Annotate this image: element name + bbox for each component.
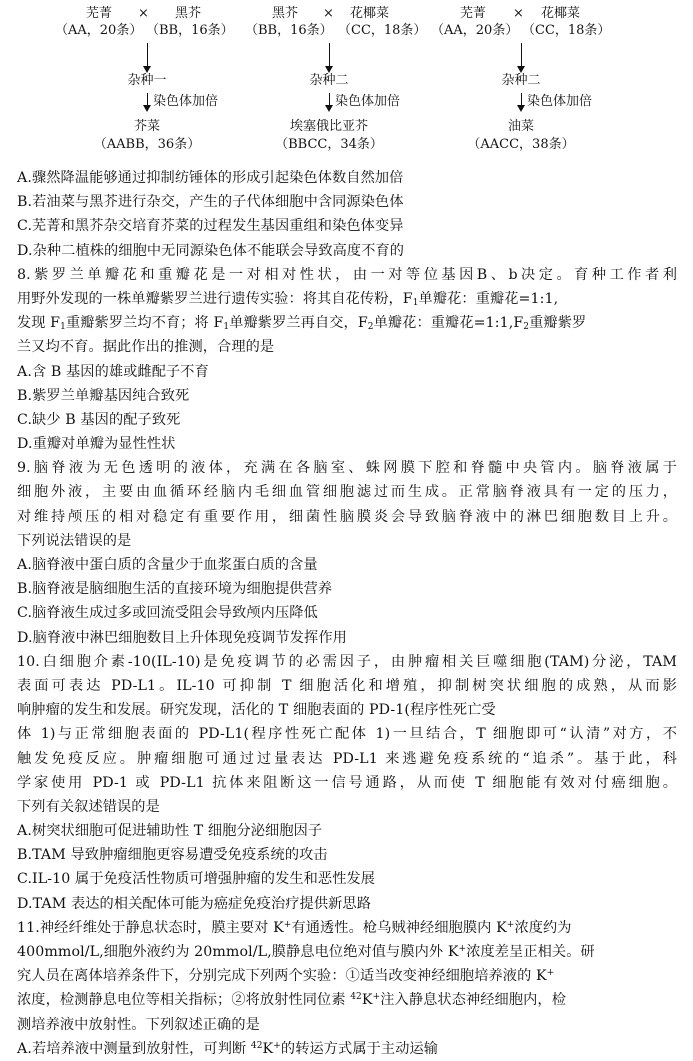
q10-stem-line-6: 学家使用 PD-1 或 PD-L1 抗体来阻断这一信号通路，从而使 T 细胞能有效对付癌细胞。 — [17, 774, 677, 791]
hybridization-diagram — [0, 0, 693, 160]
col2-arrow-doubling — [329, 93, 330, 106]
q8-option-c: C.缺少 B 基因的配子致死 — [17, 411, 181, 428]
q7-option-b: B.若油菜与黑芥进行杂交，产生的子代体细胞中含同源染色体 — [17, 194, 404, 211]
q9-stem-line-4: 下列说法错误的是 — [17, 532, 132, 549]
col1-hybrid: 杂种一 — [127, 73, 167, 88]
col2-arrow-cross — [329, 43, 330, 67]
q11-stem-line-2: 400mmol/L,细胞外液约为 20mmol/L,膜静息电位绝对值与膜内外 K+浓度差呈正相关。研 — [17, 944, 595, 960]
col1-arrow-cross — [147, 43, 148, 67]
col2-parent-b-info: （CC，18条） — [338, 23, 427, 38]
col1-result-name: 芥菜 — [133, 119, 161, 134]
q10-option-d: D.TAM 表达的相关配体可能为癌症免疫治疗提供新思路 — [17, 895, 371, 912]
col2-doubling: 染色体加倍 — [335, 94, 401, 109]
col3-arrow-cross — [521, 43, 522, 67]
q8-option-a: A.含 B 基因的雄或雌配子不育 — [17, 363, 209, 380]
q9-stem-line-1: 9.脑脊液为无色透明的液体，充满在各脑室、蛛网膜下腔和脊髓中央管内。脑脊液属于 — [17, 460, 677, 477]
q11-stem-line-3: 究人员在离体培养条件下，分别完成下列两个实验：①适当改变神经细胞培养液的 K+ — [17, 968, 555, 985]
q8-option-b: B.紫罗兰单瓣基因纯合致死 — [17, 387, 190, 404]
col1-cross: × — [138, 6, 149, 21]
q8-option-d: D.重瓣对单瓣为显性性状 — [17, 436, 176, 453]
q10-stem-line-7: 下列有关叙述错误的是 — [17, 798, 160, 815]
q7-option-d: D.杂种二植株的细胞中无同源染色体不能联会导致高度不育的 — [17, 242, 405, 259]
col1-doubling: 染色体加倍 — [153, 94, 219, 109]
q8-stem-line-1: 8.紫罗兰单瓣花和重瓣花是一对相对性状，由一对等位基因B、b决定。育种工作者利 — [17, 266, 677, 283]
col1-arrow-doubling — [147, 93, 148, 106]
q10-option-b: B.TAM 导致肿瘤细胞更容易遭受免疫系统的攻击 — [17, 847, 328, 864]
col2-parent-a-info: （BB，16条） — [245, 23, 333, 38]
q8-stem-line-2: 用野外发现的一株单瓣紫罗兰进行遗传实验：将其自花传粉，$F_1$单瓣花：重瓣花=1:1, — [17, 290, 559, 308]
col1-parent-b-info: （BB，16条） — [146, 23, 234, 38]
q9-option-b: B.脑脊液是脑细胞生活的直接环境为细胞提供营养 — [17, 581, 333, 598]
q11-stem-line-5: 测培养液中放射性。下列叙述正确的是 — [17, 1016, 260, 1033]
question-text — [17, 166, 677, 1061]
q9-option-c: C.脑脊液生成过多或回流受阻会导致颅内压降低 — [17, 605, 318, 622]
col2-result-name: 埃塞俄比亚芥 — [289, 119, 369, 134]
col3-parent-b: 花椰菜 — [541, 6, 581, 21]
q10-stem-line-2: 表面可表达 PD-L1。IL-10 可抑制 T 细胞活化和增殖，抑制树突状细胞的成熟，从而影 — [17, 677, 677, 694]
q11-stem-line-4: 浓度，检测静息电位等相关指标；②将放射性同位素 $^{42}$K+注入静息状态神经细胞内，检 — [17, 992, 566, 1009]
q9-option-d: D.脑脊液中淋巴细胞数目上升体现免疫调节发挥作用 — [17, 629, 347, 646]
q8-stem-line-4: 兰又均不育。据此作出的推测，合理的是 — [17, 339, 275, 356]
q7-option-c: C.芜菁和黑芥杂交培育芥菜的过程发生基因重组和染色体变异 — [17, 218, 404, 235]
col3-cross: × — [513, 6, 524, 21]
q10-stem-line-5: 触发免疫反应。肿瘤细胞可通过过量表达 PD-L1 来逃避免疫系统的“追杀”。基于此，科 — [17, 750, 677, 767]
col1-parent-b: 黑芥 — [175, 6, 202, 21]
col3-arrow-doubling — [521, 93, 522, 106]
col2-cross: × — [323, 6, 334, 21]
col3-parent-a: 芜菁 — [460, 6, 487, 21]
q10-option-c: C.IL-10 属于免疫活性物质可增强肿瘤的发生和恶性发展 — [17, 871, 376, 888]
col1-parent-a-info: （AA，20条） — [55, 23, 143, 38]
col3-parent-a-info: （AA，20条） — [431, 23, 519, 38]
q9-stem-line-3: 对维持颅压的相对稳定有重要作用，细菌性脑膜炎会导致脑脊液中的淋巴细胞数目上升。 — [17, 508, 677, 525]
q10-stem-line-3: 响肿瘤的发生和发展。研究发现，活化的 T 细胞表面的 PD-1(程序性死亡受 — [17, 702, 496, 719]
col1-result-info: （AABB，36条） — [93, 137, 201, 152]
q10-stem-line-1: 10.白细胞介素-10(IL-10)是免疫调节的必需因子，由肿瘤相关巨噬细胞(TAM)分泌，TAM — [17, 653, 677, 670]
col3-parent-b-info: （CC，18条） — [522, 23, 611, 38]
col3-result-name: 油菜 — [507, 119, 535, 134]
col3-result-info: （AACC，38条） — [467, 137, 575, 152]
col3-hybrid: 杂种二 — [501, 73, 541, 88]
col2-parent-b: 花椰菜 — [350, 6, 390, 21]
q9-stem-line-2: 细胞外液，主要由血循环经脑内毛细血管细胞滤过而生成。正常脑脊液具有一定的压力， — [17, 484, 677, 501]
q10-stem-line-4: 体 1)与正常细胞表面的 PD-L1(程序性死亡配体 1)一旦结合，T 细胞即可“认清”对方，不 — [17, 726, 677, 743]
q8-stem-line-3: 发现 $F_1$重瓣紫罗兰均不育；将 $F_1$单瓣紫罗兰再自交，$F_2$单瓣花：重瓣花$=1:1,F_2$重瓣紫罗 — [17, 315, 587, 333]
q11-option-a: A.若培养液中测量到放射性，可判断 $^{42}$K+的转运方式属于主动运输 — [17, 1040, 439, 1057]
q7-option-a: A.骤然降温能够通过抑制纺锤体的形成引起染色体数自然加倍 — [17, 170, 404, 186]
col1-parent-a: 芜菁 — [86, 6, 113, 21]
q11-stem-line-1: 11.神经纤维处于静息状态时，膜主要对 K+有通透性。枪乌贼神经细胞膜内 K+浓度约为 — [17, 919, 572, 936]
q9-option-a: A.脑脊液中蛋白质的含量少于血浆蛋白质的含量 — [17, 557, 318, 573]
col3-doubling: 染色体加倍 — [527, 94, 593, 109]
col2-parent-a: 黑芥 — [272, 6, 299, 21]
q10-option-a: A.树突状细胞可促进辅助性 T 细胞分泌细胞因子 — [17, 823, 323, 840]
col2-hybrid: 杂种二 — [309, 73, 349, 88]
col2-result-info: （BBCC，34条） — [275, 137, 383, 152]
